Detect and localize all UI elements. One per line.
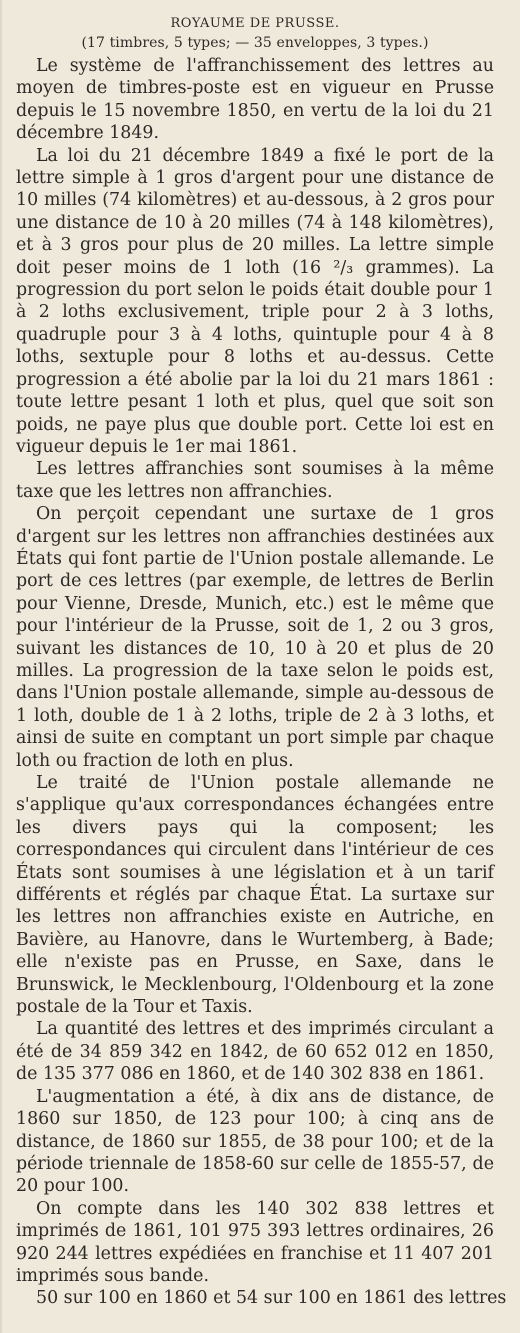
paragraph-8: On compte dans les 140 302 838 lettres et imprimés de 1861, 101 975 393 lettres ordinaires, 26 920 244 lettres expédiées en franchise et 11 407 201 imprimés sous bande. — [16, 1198, 494, 1286]
paragraph-2: La loi du 21 décembre 1849 a fixé le port de la lettre simple à 1 gros d'argent pour une distance de 10 milles (74 kilomètres) et au-dessous, à 2 gros pour une distance de 10 à 20 milles (74 à 148 kilomètres), et à 3 gros pour plus de 20 milles. La lettre simple doit peser moins de 1 loth (16 ²/₃ grammes). La progression du port selon le poids était double pour 1 à 2 loths exclusivement, triple pour 2 à 3 loths, quadruple pour 3 à 4 loths, quintuple pour 4 à 8 loths, sextuple pour 8 loths et au-dessus. Cette progression a été abolie par la loi du 21 mars 1861 : toute lettre pesant 1 loth et plus, quel que soit son poids, ne paye plus que double port. Cette loi est en vigueur depuis le 1er mai 1861. — [16, 145, 494, 457]
paragraph-7: L'augmentation a été, à dix ans de distance, de 1860 sur 1850, de 123 pour 100; à cinq ans de distance, de 1860 sur 1855, de 38 pour 100; et de la période triennale de 1858-60 sur celle de 1855-57, de 20 pour 100. — [16, 1086, 494, 1197]
paragraph-6: La quantité des lettres et des imprimés circulant a été de 34 859 342 en 1842, de 60 652 012 en 1850, de 135 377 086 en 1860, et de 140 302 838 en 1861. — [16, 1019, 494, 1085]
page-edge-shadow — [0, 0, 3, 1333]
section-subtitle: (17 timbres, 5 types; — 35 enveloppes, 3 types.) — [81, 35, 429, 51]
paragraph-9: 50 sur 100 en 1860 et 54 sur 100 en 1861 des lettres — [36, 1288, 507, 1309]
section-title: ROYAUME DE PRUSSE. — [170, 16, 340, 31]
paragraph-4: On perçoit cependant une surtaxe de 1 gros d'argent sur les lettres non affranchies destinées aux États qui font partie de l'Union postale allemande. Le port de ces lettres (par exemple, de lettres de Berlin pour Vienne, Dresde, Munich, etc.) est le même que pour l'intérieur de la Prusse, soit de 1, 2 ou 3 gros, suivant les distances de 10, 10 à 20 et plus de 20 milles. La progression de la taxe selon le poids est, dans l'Union postale allemande, simple au-dessous de 1 loth, double de 1 à 2 loths, triple de 2 à 3 loths, et ainsi de suite en comptant un port simple par chaque loth ou fraction de loth en plus. — [16, 504, 494, 771]
paragraph-3: Les lettres affranchies sont soumises à la même taxe que les lettres non affranchies. — [16, 459, 494, 502]
paragraph-5: Le traité de l'Union postale allemande ne s'applique qu'aux correspondances échangées entre les divers pays qui la composent; les correspondances qui circulent dans l'intérieur de ces États sont soumises à une législation et à un tarif différents et réglés par chaque État. La surtaxe sur les lettres non affranchies existe en Autriche, en Bavière, au Hanovre, dans le Wurtemberg, à Bade; elle n'existe pas en Prusse, en Saxe, dans le Brunswick, le Mecklenbourg, l'Oldenbourg et la zone postale de la Tour et Taxis. — [16, 773, 494, 1018]
paragraph-1: Le système de l'affranchissement des lettres au moyen de timbres-poste est en vigueur en Prusse depuis le 15 novembre 1850, en vertu de la loi du 21 décembre 1849. — [16, 56, 494, 144]
